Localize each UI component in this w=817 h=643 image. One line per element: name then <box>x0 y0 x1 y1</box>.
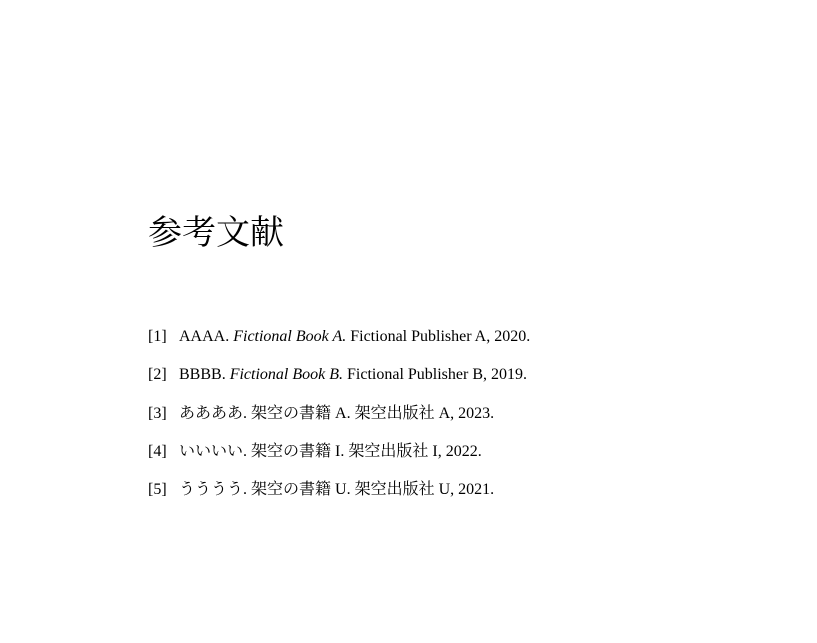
reference-title: 架空の書籍 I . <box>251 443 344 460</box>
reference-year: 2022 . <box>446 443 482 460</box>
reference-label: [5] <box>148 481 167 499</box>
references-heading: 参考文献 <box>148 213 284 253</box>
reference-author: BBBB . <box>179 366 226 383</box>
reference-title: Fictional Book B . <box>230 366 343 383</box>
reference-item <box>148 401 530 439</box>
reference-title: Fictional Book A . <box>233 328 346 345</box>
reference-label: [4] <box>148 442 167 460</box>
reference-item <box>148 477 530 515</box>
reference-publisher: Fictional Publisher A , <box>350 328 490 345</box>
reference-title: 架空の書籍 A . <box>251 405 351 422</box>
reference-item <box>148 324 530 362</box>
reference-label: [2] <box>148 366 167 384</box>
reference-label: [1] <box>148 328 167 345</box>
reference-label: [3] <box>148 404 167 422</box>
reference-publisher: 架空出版社 I , <box>348 443 441 460</box>
reference-author: うううう . <box>179 481 247 498</box>
reference-year: 2021 . <box>458 481 494 498</box>
reference-item <box>148 439 530 477</box>
reference-publisher: 架空出版社 A , <box>355 405 455 422</box>
reference-publisher: Fictional Publisher B , <box>347 366 487 383</box>
reference-item <box>148 362 530 400</box>
reference-author: いいいい . <box>179 443 247 460</box>
reference-year: 2019 . <box>491 366 527 383</box>
reference-author: AAAA . <box>179 328 229 345</box>
reference-title: 架空の書籍 U . <box>251 481 351 498</box>
reference-author: ああああ . <box>179 405 247 422</box>
reference-year: 2020 . <box>494 328 530 345</box>
reference-publisher: 架空出版社 U , <box>355 481 455 498</box>
reference-list <box>148 324 530 515</box>
reference-year: 2023 . <box>458 405 494 422</box>
